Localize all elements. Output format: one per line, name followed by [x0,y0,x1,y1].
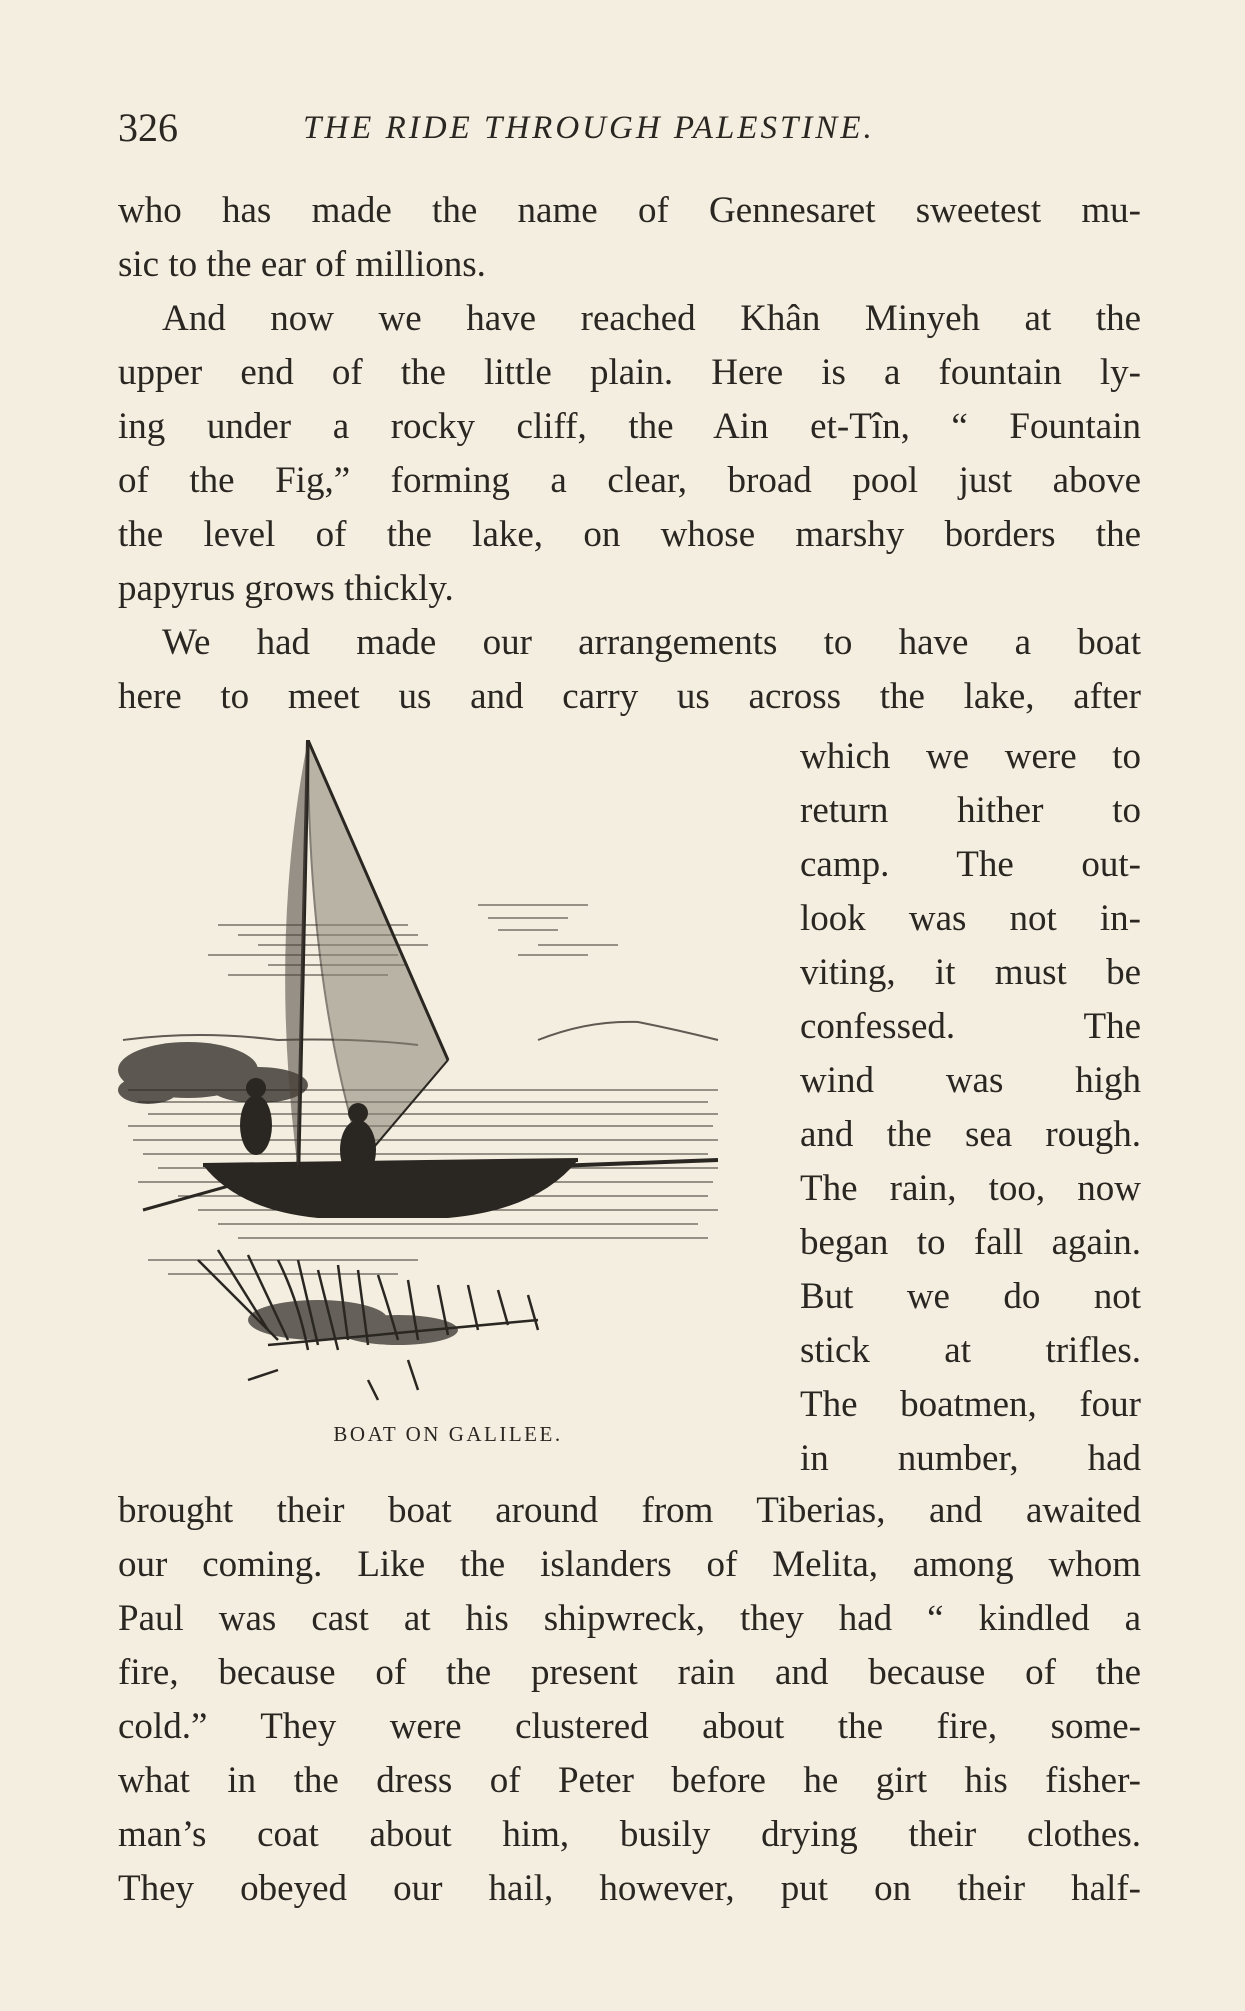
text-line: stick at trifles. [800,1330,1141,1371]
boat-illustration [118,740,778,1460]
text-line: viting, it must be [800,952,1141,993]
text-block-top [118,184,1141,724]
text-line: in number, had [800,1438,1141,1479]
text-line: But we do not [800,1276,1141,1317]
text-line: cold.” They were clustered about the fire, some- [118,1706,1141,1747]
running-title: THE RIDE THROUGH PALESTINE. [303,110,875,146]
text-line: camp. The out- [800,844,1141,885]
text-line: We had made our arrangements to have a boat [162,622,1141,663]
text-line: The boatmen, four [800,1384,1141,1425]
text-line: And now we have reached Khân Minyeh at the [162,298,1141,339]
text-block-bottom [118,1484,1141,1916]
text-line: here to meet us and carry us across the lake, after [118,676,1141,717]
text-line: man’s coat about him, busily drying their clothes. [118,1814,1141,1855]
text-line: The rain, too, now [800,1168,1141,1209]
page-header [118,104,1148,154]
text-line: what in the dress of Peter before he girt his fisher- [118,1760,1141,1801]
text-line: our coming. Like the islanders of Melita, among whom [118,1544,1141,1585]
text-line: the level of the lake, on whose marshy borders the [118,514,1141,555]
text-line: Paul was cast at his shipwreck, they had “ kindled a [118,1598,1141,1639]
text-line: who has made the name of Gennesaret sweetest mu- [118,190,1141,231]
text-line: fire, because of the present rain and because of the [118,1652,1141,1693]
text-line: upper end of the little plain. Here is a fountain ly- [118,352,1141,393]
text-line: began to fall again. [800,1222,1141,1263]
text-line: of the Fig,” forming a clear, broad pool just above [118,460,1141,501]
text-line: and the sea rough. [800,1114,1141,1155]
text-line: They obeyed our hail, however, put on their half- [118,1868,1141,1909]
text-block-wrap [800,730,1141,1486]
boat-engraving [118,740,778,1420]
text-line: wind was high [800,1060,1141,1101]
page-number: 326 [118,105,178,150]
text-line: ing under a rocky cliff, the Ain et-Tîn, “ Fountain [118,406,1141,447]
text-line: which we were to [800,736,1141,777]
text-line: confessed. The [800,1006,1141,1047]
text-line: return hither to [800,790,1141,831]
text-line: look was not in- [800,898,1141,939]
figure-caption: BOAT ON GALILEE. [333,1422,563,1446]
text-line: sic to the ear of millions. [118,244,486,285]
text-line: brought their boat around from Tiberias, and awaited [118,1490,1141,1531]
text-line: papyrus grows thickly. [118,568,454,609]
